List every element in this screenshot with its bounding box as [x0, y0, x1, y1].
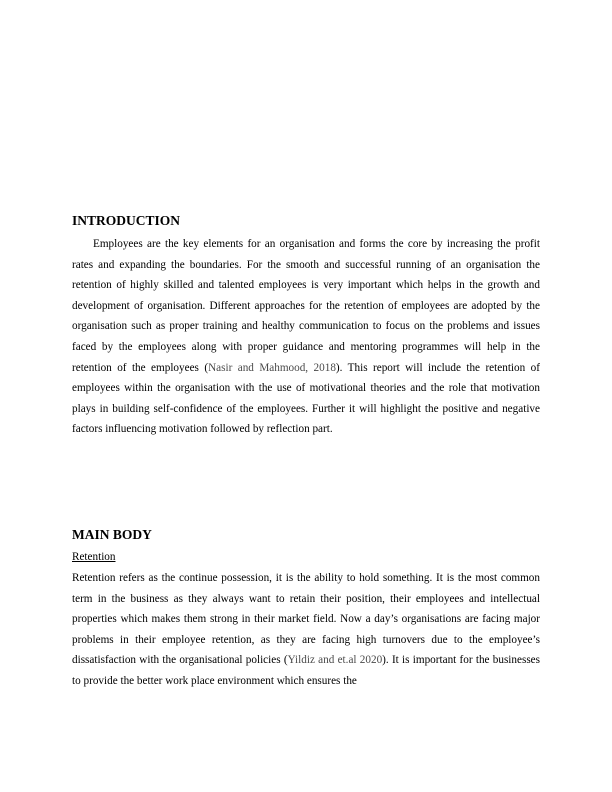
retention-paragraph: [72, 568, 540, 692]
introduction-text-part-2: ). This report will include the retention of employees within the organisation with the use of motivational theories and the role that motivation plays in building self-confidence of the employees. Further it will highlight the positive and negative factors influencing motivation followed by reflection part.: [72, 361, 540, 436]
introduction-citation: Nasir and Mahmood, 2018: [208, 361, 336, 374]
retention-citation: Yildiz and et.al 2020: [287, 654, 383, 667]
introduction-text-part-1: Employees are the key elements for an organisation and forms the core by increasing the profit rates and expanding the boundaries. For the smooth and successful running of an organisation the retention of highly skilled and talented employees is very important which helps in the growth and development of organisation. Different approaches for the retention of employees are adopted by the organisation such as proper training and healthy communication to focus on the problems and issues faced by the employees along with proper guidance and mentoring programmes will help in the retention of the employees (: [72, 238, 540, 374]
retention-text-part-1: Retention refers as the continue possession, it is the ability to hold something. It is the most common term in the business as they always want to retain their position, their employees and intellectual properties which makes them strong in their market field. Now a day’s organisations are facing major problems in their employee retention, as they are facing high turnovers due to the employee’s dissatisfaction with the organisational policies (: [72, 572, 540, 667]
main-body-heading: MAIN BODY: [72, 527, 152, 542]
retention-subheading: Retention: [72, 551, 116, 563]
retention-text-part-2: ). It is important for the businesses to provide the better work place environment which ensures the: [72, 654, 540, 687]
introduction-section: [72, 213, 540, 440]
introduction-heading: INTRODUCTION: [72, 213, 181, 228]
introduction-paragraph: [72, 234, 540, 440]
main-body-section: [72, 527, 540, 692]
